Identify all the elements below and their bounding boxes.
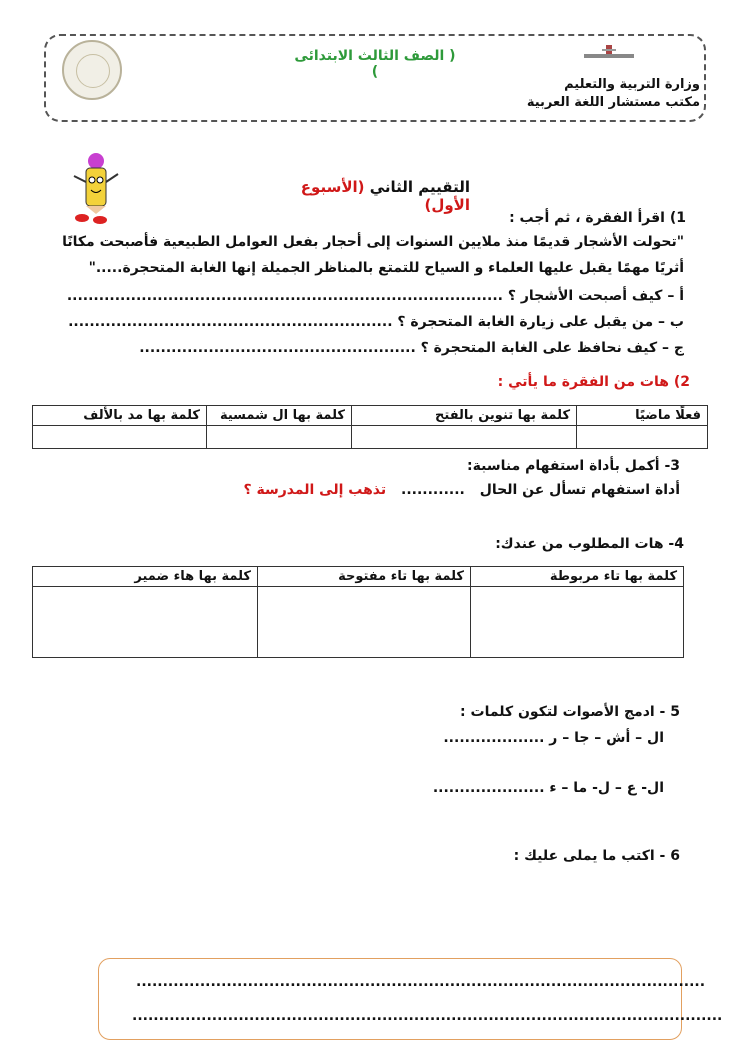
table-row [33,587,684,658]
q3-heading: 3- أكمل بأداة استفهام مناسبة: [467,458,680,474]
q2-heading [498,374,690,390]
table-header-row [33,406,708,426]
dictation-line-2[interactable]: ............................................................................................................... [132,1008,723,1024]
pencil-mascot-icon [66,152,122,224]
dictation-line-1[interactable]: ........................................................................................................... [136,974,706,990]
table-row [33,426,708,449]
q4-col-taa-marbuta: كلمة بها تاء مربوطة [471,567,684,587]
q4-table [32,566,684,658]
q1-question-a: أ – كيف أصبحت الأشجار ؟ .................................................................................. [66,288,684,304]
q2-table [32,405,708,449]
ministry-seal-logo [62,40,122,100]
q4-answer-cell[interactable] [33,587,258,658]
q1-heading: 1) اقرأ الفقرة ، ثم أجب : [509,210,686,226]
q2-heading-text: 2) هات من الفقرة ما يأتي : [497,374,690,390]
ministry-block [520,76,700,112]
q4-answer-cell[interactable] [471,587,684,658]
egypt-emblem-logo [584,42,634,62]
ministry-name: وزارة التربية والتعليم [564,77,700,92]
q2-col-tanween: كلمة بها تنوين بالفتح [352,406,577,426]
q4-col-haa-damir: كلمة بها هاء ضمير [33,567,258,587]
q3-sentence-end: تذهب إلى المدرسة ؟ [243,482,387,498]
q2-col-past-verb: فعلًا ماضيًا [577,406,708,426]
q1-question-c: ج – كيف نحافظ على الغابة المتحجرة ؟ .................................................... [139,340,684,356]
q1-passage-line2: أثريًا مهمًا يقبل عليها العلماء و السياح للتمتع بالمناظر الجميلة إنها الغابة المتحجرة....." [88,260,684,276]
q2-answer-cell[interactable] [577,426,708,449]
q4-heading: 4- هات المطلوب من عندك: [495,536,684,552]
q4-col-taa-maftuha: كلمة بها تاء مفتوحة [258,567,471,587]
q2-col-shamsiya: كلمة بها ال شمسية [207,406,352,426]
q2-answer-cell[interactable] [33,426,207,449]
grade-label: ( الصف الثالث الابتدائى ) [294,48,456,80]
q1-passage-line1: "تحولت الأشجار قديمًا منذ ملايين السنوات إلى أحجار بفعل العوامل الطبيعية فأصبحت مكانًا [62,234,684,250]
office-name: مكتب مستشار اللغة العربية [526,95,700,110]
q4-answer-cell[interactable] [258,587,471,658]
q5-item1: ال – أش – جا – ر ................... [443,730,664,746]
assessment-name: التقييم الثاني [369,178,470,196]
table-header-row [33,567,684,587]
q5-heading: 5 - ادمج الأصوات لتكون كلمات : [460,704,680,720]
assessment-week: (الأسبوع الأول) [300,178,470,214]
q3-line [243,482,680,498]
assessment-title [260,178,470,214]
q2-answer-cell[interactable] [352,426,577,449]
q2-answer-cell[interactable] [207,426,352,449]
q2-col-madd: كلمة بها مد بالألف [33,406,207,426]
q1-question-b: ب – من يقبل على زيارة الغابة المتحجرة ؟ ............................................................. [68,314,684,330]
q3-blank[interactable]: ............ [401,482,465,498]
seal-inner-ring [76,54,110,88]
q6-heading: 6 - اكتب ما يملى عليك : [513,848,680,864]
dictation-box [98,958,723,1040]
q3-prompt: أداة استفهام تسأل عن الحال [479,482,680,498]
q5-item2: ال- ع – ل- ما – ء ..................... [432,780,664,796]
